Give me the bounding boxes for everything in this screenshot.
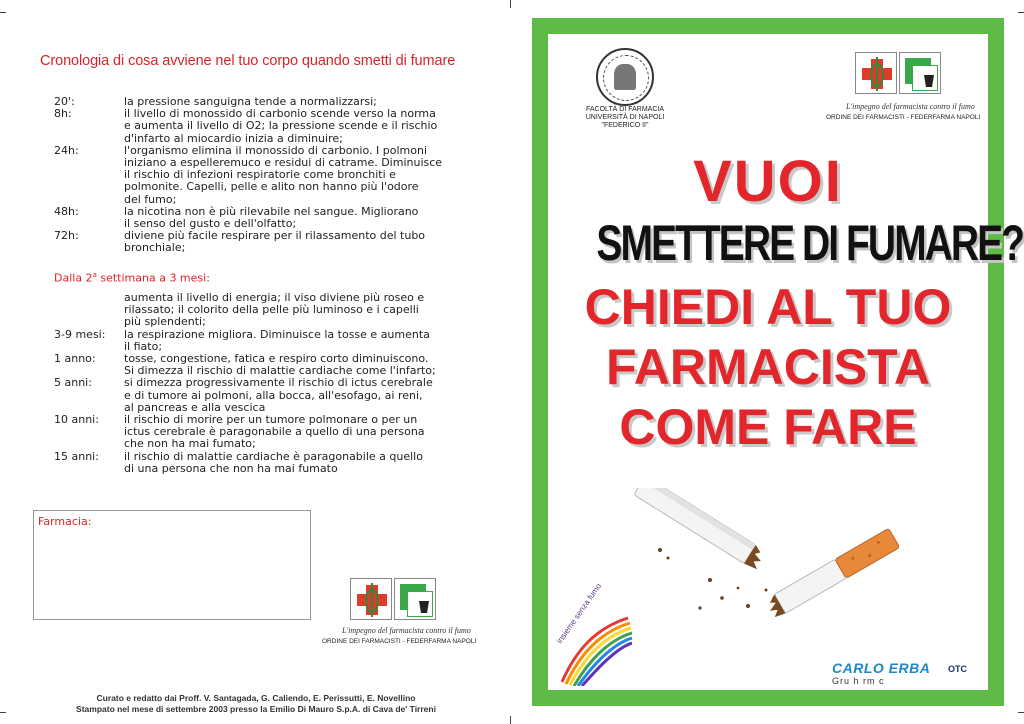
timeline-text: iniziano a espelleremuco e residui di catrame. Diminuisce: [124, 156, 443, 170]
crop-mark: [510, 716, 511, 724]
timeline-text: e di tumore ai polmoni, alla bocca, all'esofago, ai reni,: [124, 388, 423, 402]
farmacia-stamp-box: [33, 510, 311, 620]
timeline-text: che non ha mai fumato;: [124, 437, 256, 451]
crop-mark: [1018, 712, 1024, 713]
timeline-text: si dimezza progressivamente il rischio di ictus cerebrale: [124, 376, 433, 390]
timeline-key: [54, 194, 124, 206]
timeline-text: più splendenti;: [124, 315, 206, 329]
federfarma-icon: [394, 578, 436, 620]
timeline-row: [54, 230, 474, 242]
brand-logo: CARLO ERBA: [832, 660, 931, 676]
timeline-text: ictus cerebrale è paragonabile a quello di una persona: [124, 425, 425, 439]
timeline-text: tosse, congestione, fatica e respiro corto diminuiscono.: [124, 352, 429, 366]
timeline-text: rilassato; il colorito della pelle più luminoso e i capelli: [124, 303, 419, 317]
timeline-text: il rischio di malattie cardiache è paragonabile a quello: [124, 449, 423, 463]
timeline-title: Cronologia di cosa avviene nel tuo corpo quando smetti di fumare: [40, 53, 456, 69]
university-seal-icon: [596, 48, 654, 106]
ordine-logo-cover: [855, 52, 941, 94]
timeline-row: [54, 120, 474, 132]
pharmacy-cross-icon: [855, 52, 897, 94]
cover-motto: L'impegno del farmacista contro il fumo: [846, 102, 975, 111]
subheading-post: settimana a 3 mesi:: [96, 271, 210, 285]
crop-mark: [510, 0, 511, 8]
timeline-text: la respirazione migliora. Diminuisce la tosse e aumenta: [124, 327, 430, 341]
subheading-pre: Dalla 2: [54, 271, 93, 285]
facolta-caption: [570, 106, 680, 130]
timeline-text: Si dimezza il rischio di malattie cardiache come l'infarto;: [124, 364, 436, 378]
facolta-line-1: FACOLTÀ DI FARMACIA: [585, 106, 665, 113]
timeline-text: polmonite. Capelli, pelle e alito non hanno più l'odore: [124, 180, 419, 194]
timeline-row: [54, 181, 474, 193]
timeline-key: 48h:: [54, 204, 79, 218]
crop-mark: [1018, 12, 1024, 13]
timeline-key: [54, 438, 124, 450]
cover-ordine-caption: ORDINE DEI FARMACISTI - FEDERFARMA NAPOLI: [826, 114, 981, 121]
timeline-text: il fiato;: [124, 339, 163, 353]
subheading-sup: a: [92, 271, 97, 279]
pharmacy-cross-icon: [350, 578, 392, 620]
timeline-key: [54, 463, 124, 475]
timeline-key: [54, 292, 124, 304]
timeline-list-late: [54, 292, 474, 475]
rainbow-caption: insieme senza fumo: [555, 581, 604, 646]
brand-otc: OTC: [948, 664, 967, 674]
timeline-text: il rischio di infezioni respiratorie come bronchiti e: [124, 168, 396, 182]
timeline-row: [54, 463, 474, 475]
headline-vuoi: VUOI: [693, 149, 843, 214]
timeline-text: del fumo;: [124, 192, 177, 206]
timeline-key: 15 anni:: [54, 449, 99, 463]
timeline-text: diviene più facile respirare per il rilassamento del tubo: [124, 229, 426, 243]
credits-line-2: Stampato nel mese di settembre 2003 presso la Emilio Di Mauro S.p.A. di Cava de' Tirreni: [76, 704, 436, 714]
timeline-key: [54, 133, 124, 145]
timeline-text: aumenta il livello di energia; il viso diviene più roseo e: [124, 291, 425, 304]
timeline-row: [54, 316, 474, 328]
timeline-text: il livello di monossido di carbonio scende verso la norma: [124, 107, 436, 121]
headline-farmacista: FARMACISTA: [605, 339, 931, 395]
farmacia-label: Farmacia:: [38, 515, 92, 528]
timeline-key: [54, 304, 124, 316]
headline-chiedi: CHIEDI AL TUO: [584, 279, 952, 335]
timeline-text: al pancreas e alla vescica: [124, 400, 266, 414]
crop-mark: [0, 12, 6, 13]
timeline-key: 1 anno:: [54, 352, 96, 366]
timeline-key: [54, 169, 124, 181]
timeline-row: [54, 329, 474, 341]
ordine-caption: ORDINE DEI FARMACISTI - FEDERFARMA NAPOLI: [322, 638, 477, 645]
timeline-row: [54, 438, 474, 450]
timeline-key: 20':: [54, 95, 75, 108]
timeline-key: [54, 316, 124, 328]
brand-subtitle: Gru h rm c: [832, 676, 885, 686]
timeline-key: 5 anni:: [54, 376, 92, 390]
ordine-motto: L'impegno del farmacista contro il fumo: [342, 626, 471, 635]
headline-smettere: SMETTERE DI FUMARE?: [596, 215, 1024, 271]
timeline-key: 10 anni:: [54, 413, 99, 427]
timeline-text: bronchiale;: [124, 241, 186, 255]
credits: [0, 693, 512, 715]
headline-come-fare: COME FARE: [619, 399, 917, 455]
timeline-text: e aumenta il livello di O2; la pressione scende e il rischio: [124, 119, 438, 133]
timeline-text: la nicotina non è più rilevabile nel sangue. Migliorano: [124, 204, 419, 218]
timeline-text: l'organismo elimina il monossido di carbonio. I polmoni: [124, 143, 428, 157]
timeline-text: il rischio di morire per un tumore polmonare o per un: [124, 413, 418, 427]
timeline-row: [54, 133, 474, 145]
timeline-key: [54, 157, 124, 169]
timeline-key: [54, 120, 124, 132]
facolta-line-2: UNIVERSITÀ DI NAPOLI "FEDERICO II": [585, 114, 665, 129]
ordine-logo: [350, 578, 436, 620]
timeline-row: [54, 194, 474, 206]
timeline-subheading: [54, 271, 210, 285]
broken-cigarette-illustration: [620, 488, 920, 638]
timeline-key: 72h:: [54, 229, 79, 243]
timeline-key: [54, 426, 124, 438]
timeline-key: 8h:: [54, 107, 72, 121]
timeline-key: 24h:: [54, 143, 79, 157]
timeline-row: [54, 242, 474, 254]
timeline-key: 3-9 mesi:: [54, 327, 106, 341]
timeline-text: d'infarto al miocardio inizia a diminuire;: [124, 131, 343, 145]
timeline-text: il senso del gusto e dell'olfatto;: [124, 217, 297, 231]
timeline-key: [54, 242, 124, 254]
timeline-row: [54, 426, 474, 438]
timeline-key: [54, 390, 124, 402]
timeline-list-early: [54, 96, 474, 255]
timeline-text: di una persona che non ha mai fumato: [124, 461, 338, 475]
credits-line-1: Curato e redatto dai Proff. V. Santagada, G. Caliendo, E. Perissutti, E. Novellino: [96, 693, 416, 703]
timeline-key: [54, 181, 124, 193]
timeline-row: [54, 377, 474, 389]
timeline-row: [54, 390, 474, 402]
timeline-row: [54, 304, 474, 316]
timeline-row: [54, 451, 474, 463]
federfarma-icon: [899, 52, 941, 94]
timeline-text: la pressione sanguigna tende a normalizzarsi;: [124, 95, 377, 108]
